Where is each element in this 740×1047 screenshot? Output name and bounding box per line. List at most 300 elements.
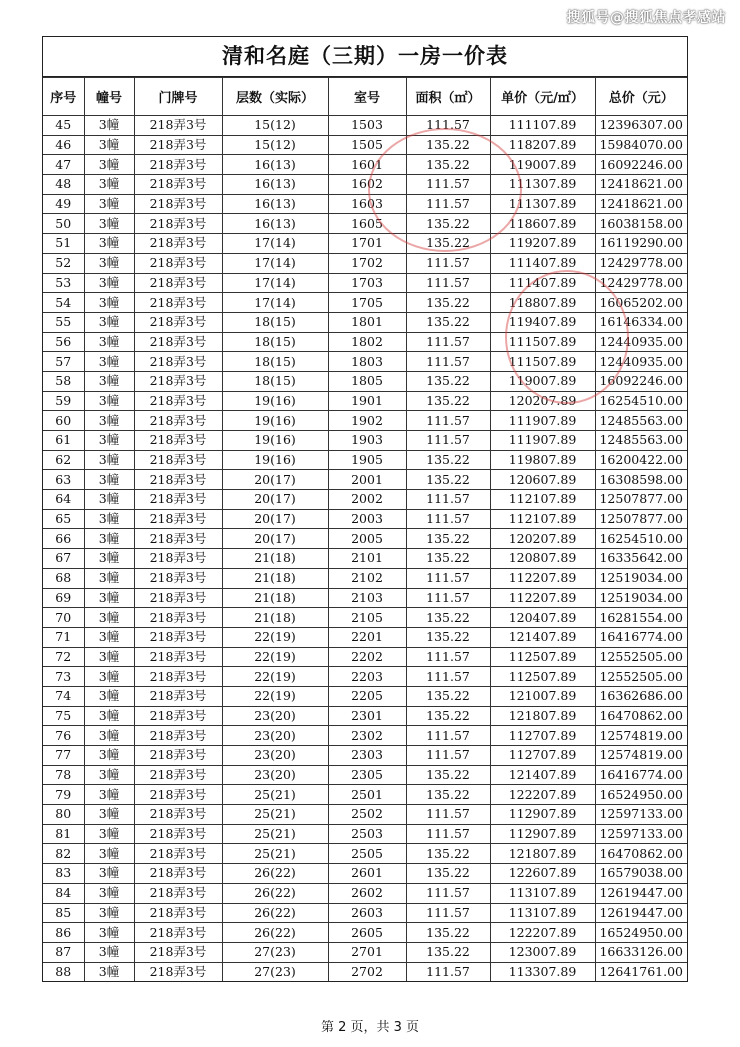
building-number: 3幢	[84, 785, 134, 805]
floor-cell: 16(13)	[222, 194, 328, 214]
area-cell: 135.22	[406, 608, 490, 628]
room-number: 2003	[328, 509, 406, 529]
building-number: 3幢	[84, 273, 134, 293]
row-number: 69	[43, 588, 84, 608]
area-cell: 111.57	[406, 746, 490, 766]
total-price-cell: 12440935.00	[595, 332, 687, 352]
area-cell: 111.57	[406, 726, 490, 746]
unit-price-cell: 119807.89	[490, 450, 595, 470]
total-price-cell: 16065202.00	[595, 293, 687, 313]
price-sheet	[42, 36, 688, 982]
house-number: 218弄3号	[134, 529, 222, 549]
area-cell: 135.22	[406, 312, 490, 332]
row-number: 62	[43, 450, 84, 470]
building-number: 3幢	[84, 470, 134, 490]
table-row	[43, 903, 687, 923]
unit-price-cell: 112207.89	[490, 568, 595, 588]
total-price-cell: 12641761.00	[595, 962, 687, 981]
row-number: 76	[43, 726, 84, 746]
area-cell: 135.22	[406, 923, 490, 943]
column-header: 面积（㎡）	[406, 78, 490, 116]
total-price-cell: 12597133.00	[595, 824, 687, 844]
floor-cell: 23(20)	[222, 765, 328, 785]
row-number: 60	[43, 411, 84, 431]
unit-price-cell: 118207.89	[490, 135, 595, 155]
row-number: 48	[43, 175, 84, 195]
floor-cell: 25(21)	[222, 844, 328, 864]
unit-price-cell: 122207.89	[490, 923, 595, 943]
area-cell: 111.57	[406, 824, 490, 844]
floor-cell: 23(20)	[222, 706, 328, 726]
house-number: 218弄3号	[134, 726, 222, 746]
row-number: 79	[43, 785, 84, 805]
unit-price-cell: 118607.89	[490, 214, 595, 234]
row-number: 81	[43, 824, 84, 844]
building-number: 3幢	[84, 726, 134, 746]
unit-price-cell: 122207.89	[490, 785, 595, 805]
room-number: 1803	[328, 352, 406, 372]
area-cell: 111.57	[406, 962, 490, 981]
table-row	[43, 194, 687, 214]
area-cell: 135.22	[406, 293, 490, 313]
room-number: 2301	[328, 706, 406, 726]
page-number: 第 2 页，共 3 页	[320, 1020, 420, 1035]
total-price-cell: 16281554.00	[595, 608, 687, 628]
unit-price-cell: 111507.89	[490, 352, 595, 372]
total-price-cell: 12619447.00	[595, 903, 687, 923]
floor-cell: 18(15)	[222, 371, 328, 391]
building-number: 3幢	[84, 588, 134, 608]
floor-cell: 17(14)	[222, 293, 328, 313]
row-number: 87	[43, 942, 84, 962]
row-number: 83	[43, 864, 84, 884]
building-number: 3幢	[84, 824, 134, 844]
floor-cell: 23(20)	[222, 746, 328, 766]
total-price-cell: 12552505.00	[595, 667, 687, 687]
house-number: 218弄3号	[134, 903, 222, 923]
row-number: 78	[43, 765, 84, 785]
house-number: 218弄3号	[134, 588, 222, 608]
house-number: 218弄3号	[134, 450, 222, 470]
total-price-cell: 12440935.00	[595, 352, 687, 372]
building-number: 3幢	[84, 667, 134, 687]
house-number: 218弄3号	[134, 883, 222, 903]
table-row	[43, 824, 687, 844]
unit-price-cell: 121807.89	[490, 706, 595, 726]
room-number: 1805	[328, 371, 406, 391]
area-cell: 111.57	[406, 352, 490, 372]
unit-price-cell: 111907.89	[490, 431, 595, 451]
unit-price-cell: 112707.89	[490, 726, 595, 746]
area-cell: 111.57	[406, 805, 490, 825]
total-price-cell: 16335642.00	[595, 549, 687, 569]
building-number: 3幢	[84, 194, 134, 214]
unit-price-cell: 112907.89	[490, 824, 595, 844]
house-number: 218弄3号	[134, 253, 222, 273]
room-number: 2605	[328, 923, 406, 943]
column-header: 室号	[328, 78, 406, 116]
area-cell: 135.22	[406, 844, 490, 864]
unit-price-cell: 120207.89	[490, 529, 595, 549]
floor-cell: 18(15)	[222, 332, 328, 352]
house-number: 218弄3号	[134, 746, 222, 766]
building-number: 3幢	[84, 805, 134, 825]
floor-cell: 17(14)	[222, 273, 328, 293]
total-price-cell: 16470862.00	[595, 844, 687, 864]
floor-cell: 21(18)	[222, 608, 328, 628]
building-number: 3幢	[84, 352, 134, 372]
room-number: 1503	[328, 116, 406, 136]
table-row	[43, 923, 687, 943]
building-number: 3幢	[84, 746, 134, 766]
floor-cell: 27(23)	[222, 962, 328, 981]
area-cell: 111.57	[406, 647, 490, 667]
watermark-text: 搜狐号@搜狐焦点孝感站	[566, 10, 726, 26]
building-number: 3幢	[84, 962, 134, 981]
floor-cell: 26(22)	[222, 883, 328, 903]
floor-cell: 16(13)	[222, 175, 328, 195]
house-number: 218弄3号	[134, 391, 222, 411]
floor-cell: 16(13)	[222, 155, 328, 175]
building-number: 3幢	[84, 411, 134, 431]
house-number: 218弄3号	[134, 942, 222, 962]
total-price-cell: 16092246.00	[595, 155, 687, 175]
table-row	[43, 962, 687, 981]
row-number: 74	[43, 686, 84, 706]
total-price-cell: 16308598.00	[595, 470, 687, 490]
floor-cell: 15(12)	[222, 135, 328, 155]
table-row	[43, 509, 687, 529]
unit-price-cell: 120807.89	[490, 549, 595, 569]
total-price-cell: 16579038.00	[595, 864, 687, 884]
table-row	[43, 352, 687, 372]
total-price-cell: 16362686.00	[595, 686, 687, 706]
area-cell: 135.22	[406, 706, 490, 726]
row-number: 45	[43, 116, 84, 136]
house-number: 218弄3号	[134, 923, 222, 943]
total-price-cell: 16470862.00	[595, 706, 687, 726]
page-title: 清和名庭（三期）一房一价表	[43, 37, 687, 77]
room-number: 1705	[328, 293, 406, 313]
house-number: 218弄3号	[134, 293, 222, 313]
column-header: 序号	[43, 78, 84, 116]
column-header: 单价（元/㎡）	[490, 78, 595, 116]
building-number: 3幢	[84, 332, 134, 352]
room-number: 2305	[328, 765, 406, 785]
row-number: 59	[43, 391, 84, 411]
column-header: 幢号	[84, 78, 134, 116]
area-cell: 111.57	[406, 332, 490, 352]
column-header: 层数（实际）	[222, 78, 328, 116]
unit-price-cell: 122607.89	[490, 864, 595, 884]
floor-cell: 23(20)	[222, 726, 328, 746]
unit-price-cell: 111307.89	[490, 175, 595, 195]
building-number: 3幢	[84, 608, 134, 628]
row-number: 70	[43, 608, 84, 628]
table-row	[43, 253, 687, 273]
house-number: 218弄3号	[134, 371, 222, 391]
floor-cell: 26(22)	[222, 903, 328, 923]
total-price-cell: 16633126.00	[595, 942, 687, 962]
area-cell: 135.22	[406, 234, 490, 254]
table-row	[43, 312, 687, 332]
room-number: 2202	[328, 647, 406, 667]
room-number: 2501	[328, 785, 406, 805]
house-number: 218弄3号	[134, 116, 222, 136]
building-number: 3幢	[84, 903, 134, 923]
row-number: 63	[43, 470, 84, 490]
house-number: 218弄3号	[134, 706, 222, 726]
table-body	[43, 116, 687, 982]
total-price-cell: 12429778.00	[595, 273, 687, 293]
house-number: 218弄3号	[134, 962, 222, 981]
house-number: 218弄3号	[134, 175, 222, 195]
building-number: 3幢	[84, 509, 134, 529]
row-number: 49	[43, 194, 84, 214]
room-number: 1802	[328, 332, 406, 352]
row-number: 46	[43, 135, 84, 155]
table-row	[43, 805, 687, 825]
unit-price-cell: 112207.89	[490, 588, 595, 608]
floor-cell: 18(15)	[222, 312, 328, 332]
unit-price-cell: 111907.89	[490, 411, 595, 431]
unit-price-cell: 112507.89	[490, 647, 595, 667]
room-number: 1801	[328, 312, 406, 332]
building-number: 3幢	[84, 568, 134, 588]
area-cell: 111.57	[406, 509, 490, 529]
floor-cell: 20(17)	[222, 509, 328, 529]
total-price-cell: 12485563.00	[595, 431, 687, 451]
area-cell: 135.22	[406, 765, 490, 785]
house-number: 218弄3号	[134, 568, 222, 588]
area-cell: 135.22	[406, 371, 490, 391]
unit-price-cell: 123007.89	[490, 942, 595, 962]
row-number: 51	[43, 234, 84, 254]
row-number: 84	[43, 883, 84, 903]
floor-cell: 19(16)	[222, 411, 328, 431]
total-price-cell: 12552505.00	[595, 647, 687, 667]
area-cell: 135.22	[406, 686, 490, 706]
floor-cell: 17(14)	[222, 234, 328, 254]
building-number: 3幢	[84, 844, 134, 864]
table-row	[43, 844, 687, 864]
floor-cell: 20(17)	[222, 529, 328, 549]
building-number: 3幢	[84, 864, 134, 884]
area-cell: 135.22	[406, 864, 490, 884]
house-number: 218弄3号	[134, 273, 222, 293]
building-number: 3幢	[84, 175, 134, 195]
floor-cell: 25(21)	[222, 785, 328, 805]
house-number: 218弄3号	[134, 785, 222, 805]
table-row	[43, 470, 687, 490]
table-row	[43, 883, 687, 903]
house-number: 218弄3号	[134, 352, 222, 372]
table-row	[43, 155, 687, 175]
unit-price-cell: 120607.89	[490, 470, 595, 490]
house-number: 218弄3号	[134, 214, 222, 234]
row-number: 86	[43, 923, 84, 943]
unit-price-cell: 112507.89	[490, 667, 595, 687]
row-number: 71	[43, 627, 84, 647]
area-cell: 135.22	[406, 549, 490, 569]
unit-price-cell: 121807.89	[490, 844, 595, 864]
unit-price-cell: 111407.89	[490, 273, 595, 293]
house-number: 218弄3号	[134, 647, 222, 667]
house-number: 218弄3号	[134, 312, 222, 332]
table-row	[43, 568, 687, 588]
floor-cell: 25(21)	[222, 805, 328, 825]
total-price-cell: 12507877.00	[595, 490, 687, 510]
room-number: 2701	[328, 942, 406, 962]
room-number: 1601	[328, 155, 406, 175]
house-number: 218弄3号	[134, 627, 222, 647]
area-cell: 111.57	[406, 175, 490, 195]
area-cell: 111.57	[406, 588, 490, 608]
total-price-cell: 16146334.00	[595, 312, 687, 332]
total-price-cell: 12418621.00	[595, 194, 687, 214]
house-number: 218弄3号	[134, 509, 222, 529]
total-price-cell: 12519034.00	[595, 568, 687, 588]
floor-cell: 19(16)	[222, 391, 328, 411]
floor-cell: 26(22)	[222, 923, 328, 943]
row-number: 73	[43, 667, 84, 687]
unit-price-cell: 119207.89	[490, 234, 595, 254]
column-header: 门牌号	[134, 78, 222, 116]
unit-price-cell: 113107.89	[490, 903, 595, 923]
floor-cell: 22(19)	[222, 686, 328, 706]
house-number: 218弄3号	[134, 549, 222, 569]
floor-cell: 25(21)	[222, 824, 328, 844]
floor-cell: 21(18)	[222, 568, 328, 588]
room-number: 2303	[328, 746, 406, 766]
house-number: 218弄3号	[134, 864, 222, 884]
room-number: 2502	[328, 805, 406, 825]
building-number: 3幢	[84, 549, 134, 569]
row-number: 85	[43, 903, 84, 923]
total-price-cell: 12418621.00	[595, 175, 687, 195]
floor-cell: 22(19)	[222, 667, 328, 687]
floor-cell: 17(14)	[222, 253, 328, 273]
building-number: 3幢	[84, 706, 134, 726]
house-number: 218弄3号	[134, 431, 222, 451]
table-row	[43, 234, 687, 254]
row-number: 57	[43, 352, 84, 372]
room-number: 2702	[328, 962, 406, 981]
house-number: 218弄3号	[134, 608, 222, 628]
room-number: 2201	[328, 627, 406, 647]
room-number: 2603	[328, 903, 406, 923]
unit-price-cell: 111107.89	[490, 116, 595, 136]
row-number: 55	[43, 312, 84, 332]
table-row	[43, 785, 687, 805]
table-row	[43, 529, 687, 549]
unit-price-cell: 119007.89	[490, 371, 595, 391]
table-row	[43, 864, 687, 884]
room-number: 2601	[328, 864, 406, 884]
house-number: 218弄3号	[134, 194, 222, 214]
table-row	[43, 490, 687, 510]
table-row	[43, 214, 687, 234]
room-number: 1603	[328, 194, 406, 214]
house-number: 218弄3号	[134, 332, 222, 352]
total-price-cell: 16524950.00	[595, 785, 687, 805]
unit-price-cell: 112907.89	[490, 805, 595, 825]
total-price-cell: 16524950.00	[595, 923, 687, 943]
row-number: 68	[43, 568, 84, 588]
table-row	[43, 450, 687, 470]
unit-price-cell: 119007.89	[490, 155, 595, 175]
row-number: 53	[43, 273, 84, 293]
area-cell: 111.57	[406, 116, 490, 136]
floor-cell: 26(22)	[222, 864, 328, 884]
room-number: 2002	[328, 490, 406, 510]
room-number: 1505	[328, 135, 406, 155]
area-cell: 135.22	[406, 470, 490, 490]
house-number: 218弄3号	[134, 490, 222, 510]
room-number: 1703	[328, 273, 406, 293]
row-number: 72	[43, 647, 84, 667]
total-price-cell: 16200422.00	[595, 450, 687, 470]
table-row	[43, 706, 687, 726]
row-number: 65	[43, 509, 84, 529]
house-number: 218弄3号	[134, 411, 222, 431]
building-number: 3幢	[84, 627, 134, 647]
unit-price-cell: 112107.89	[490, 490, 595, 510]
price-table	[43, 77, 687, 981]
table-row	[43, 608, 687, 628]
table-row	[43, 332, 687, 352]
house-number: 218弄3号	[134, 470, 222, 490]
room-number: 1701	[328, 234, 406, 254]
room-number: 2302	[328, 726, 406, 746]
row-number: 56	[43, 332, 84, 352]
building-number: 3幢	[84, 529, 134, 549]
floor-cell: 16(13)	[222, 214, 328, 234]
row-number: 66	[43, 529, 84, 549]
total-price-cell: 16416774.00	[595, 627, 687, 647]
total-price-cell: 15984070.00	[595, 135, 687, 155]
room-number: 1702	[328, 253, 406, 273]
table-row	[43, 135, 687, 155]
floor-cell: 20(17)	[222, 470, 328, 490]
building-number: 3幢	[84, 391, 134, 411]
building-number: 3幢	[84, 942, 134, 962]
total-price-cell: 12574819.00	[595, 746, 687, 766]
table-row	[43, 667, 687, 687]
row-number: 80	[43, 805, 84, 825]
total-price-cell: 12619447.00	[595, 883, 687, 903]
room-number: 1903	[328, 431, 406, 451]
building-number: 3幢	[84, 490, 134, 510]
room-number: 2103	[328, 588, 406, 608]
total-price-cell: 16254510.00	[595, 391, 687, 411]
unit-price-cell: 120207.89	[490, 391, 595, 411]
table-row	[43, 273, 687, 293]
floor-cell: 21(18)	[222, 588, 328, 608]
table-row	[43, 627, 687, 647]
room-number: 2001	[328, 470, 406, 490]
area-cell: 111.57	[406, 253, 490, 273]
total-price-cell: 12396307.00	[595, 116, 687, 136]
building-number: 3幢	[84, 431, 134, 451]
unit-price-cell: 121407.89	[490, 765, 595, 785]
house-number: 218弄3号	[134, 155, 222, 175]
row-number: 54	[43, 293, 84, 313]
unit-price-cell: 121007.89	[490, 686, 595, 706]
area-cell: 111.57	[406, 568, 490, 588]
room-number: 1605	[328, 214, 406, 234]
room-number: 2203	[328, 667, 406, 687]
